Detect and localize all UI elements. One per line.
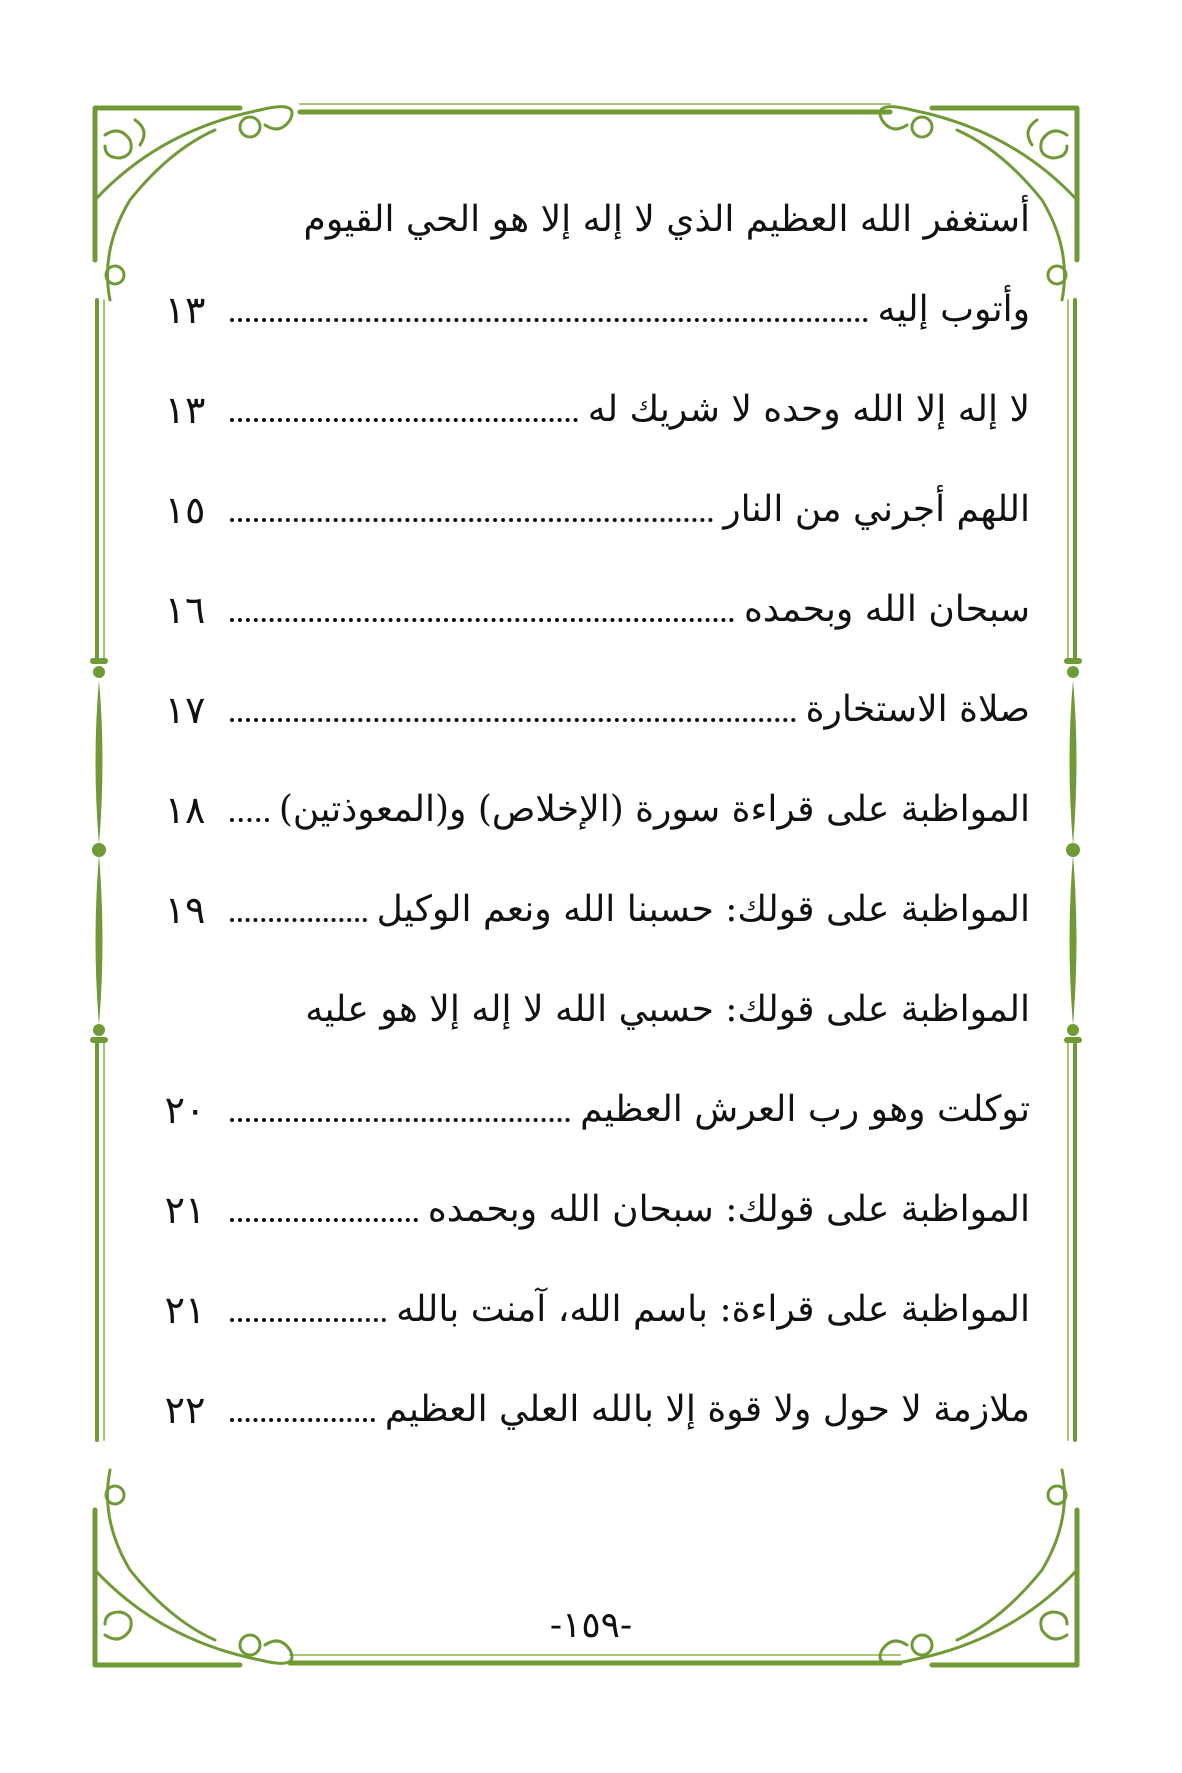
toc-entry-title: توكلت وهو رب العرش العظيم <box>580 1089 1030 1130</box>
toc-entry-title: المواظبة على قراءة: باسم الله، آمنت بالله <box>396 1289 1030 1330</box>
toc-entry-title: المواظبة على قولك: حسبي الله لا إله إلا هو عليه <box>305 989 1030 1030</box>
toc-entry-title: المواظبة على قولك: حسبنا الله ونعم الوكيل <box>376 889 1030 930</box>
toc-entry-title: ملازمة لا حول ولا قوة إلا بالله العلي العظيم <box>384 1389 1030 1430</box>
toc-entry <box>150 1280 1030 1340</box>
toc-entry-title: أستغفر الله العظيم الذي لا إله إلا هو الحي القيوم <box>303 199 1030 240</box>
toc-entry <box>150 780 1030 840</box>
dot-leader <box>230 518 713 522</box>
toc-entry <box>150 280 1030 340</box>
toc-entry-page: ١٩ <box>164 888 206 932</box>
page-number: -١٥٩- <box>549 1605 633 1646</box>
dot-leader <box>230 818 269 822</box>
toc-entry-page: ١٨ <box>164 788 206 832</box>
dot-leader <box>230 1418 375 1422</box>
toc-entry-title: وأتوب إليه <box>877 289 1030 330</box>
dot-leader <box>230 1118 570 1122</box>
toc-entry <box>150 1180 1030 1240</box>
dot-leader <box>230 1218 418 1222</box>
toc-entry-page: ٢٠ <box>164 1088 206 1132</box>
toc-entry-title: المواظبة على قولك: سبحان الله وبحمده <box>427 1189 1030 1230</box>
toc-entry-page: ٢٢ <box>164 1388 206 1432</box>
toc-entry <box>150 190 1030 250</box>
dot-leader <box>230 1318 386 1322</box>
toc-entry-page: ١٥ <box>164 488 206 532</box>
toc-entry-title: المواظبة على قراءة سورة (الإخلاص) و(المعوذتين) <box>278 789 1030 830</box>
toc-entry-page: ١٦ <box>164 588 206 632</box>
dot-leader <box>230 918 367 922</box>
toc-entry-page: ١٧ <box>164 688 206 732</box>
toc-entry-title: لا إله إلا الله وحده لا شريك له <box>587 389 1030 430</box>
toc-entry-page: ٢١ <box>164 1188 206 1232</box>
toc-entry-page: ٢١ <box>164 1288 206 1332</box>
toc-entry <box>150 1380 1030 1440</box>
toc-entry <box>150 980 1030 1040</box>
toc-entry <box>150 1080 1030 1140</box>
dot-leader <box>230 318 868 322</box>
toc-entry <box>150 880 1030 940</box>
toc-entry-page: ١٣ <box>164 388 206 432</box>
toc-entry-title: سبحان الله وبحمده <box>744 589 1030 630</box>
dot-leader <box>230 618 734 622</box>
toc-entry-title: صلاة الاستخارة <box>805 689 1030 730</box>
toc-entry-page: ١٣ <box>164 288 206 332</box>
toc-entry <box>150 380 1030 440</box>
dot-leader <box>230 718 796 722</box>
toc-entry <box>150 680 1030 740</box>
toc-entry <box>150 480 1030 540</box>
toc-entry-title: اللهم أجرني من النار <box>723 489 1030 530</box>
toc-entry <box>150 580 1030 640</box>
dot-leader <box>230 418 578 422</box>
